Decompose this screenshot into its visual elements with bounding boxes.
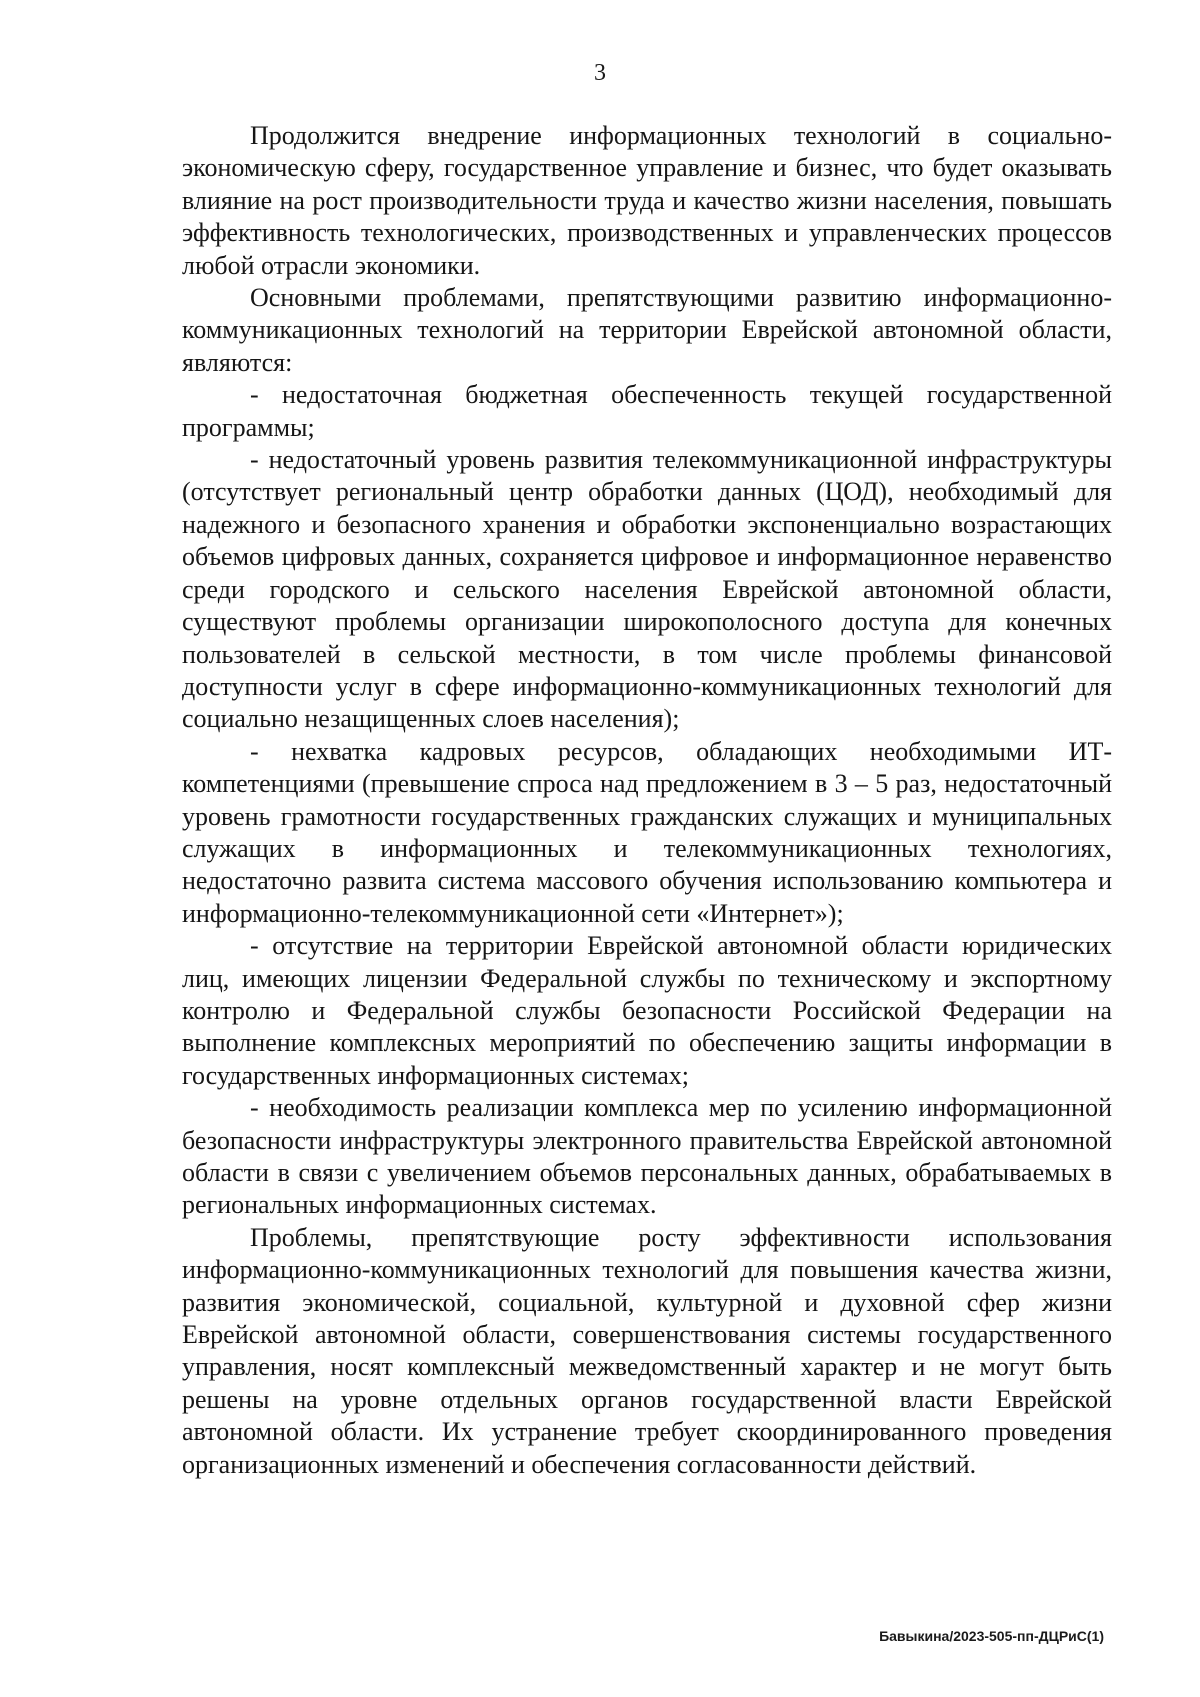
paragraph-conclusion: Проблемы, препятствующие росту эффективности использования информационно-коммуникационных технологий для повышения качества жизни, развития экономической, социальной, культурной и духовной сфер жизни Еврейской автономной области, совершенствования системы государственного управления, носят комплексный межведомственный характер и не могут быть решены на уровне отдельных органов государственной власти Еврейской автономной области. Их устранение требует скоординированного проведения организационных изменений и обеспечения согласованности действий. xyxy=(182,1222,1112,1479)
list-item-licensing: - отсутствие на территории Еврейской автономной области юридических лиц, имеющих лицензии Федеральной службы по техническому и экспортному контролю и Федеральной службы безопасности Российской Федерации на выполнение комплексных мероприятий по обеспечению защиты информации в государственных информационных системах; xyxy=(182,931,1112,1090)
list-item-infrastructure: - недостаточный уровень развития телекоммуникационной инфраструктуры (отсутствует региональный центр обработки данных (ЦОД), необходимый для надежного и безопасного хранения и обработки экспоненциально возрастающих объемов цифровых данных, сохраняется цифровое и информационное неравенство среди городского и сельского населения Еврейской автономной области, существуют проблемы организации широкополосного доступа для конечных пользователей в сельской местности, в том числе проблемы финансовой доступности услуг в сфере информационно-коммуникационных технологий для социально незащищенных слоев населения); xyxy=(182,445,1112,734)
document-footer-code: Бавыкина/2023-505-пп-ДЦРиС(1) xyxy=(879,1628,1104,1644)
document-body xyxy=(182,120,1112,1481)
paragraph-main-problems-intro: Основными проблемами, препятствующими развитию информационно-коммуникационных технологий на территории Еврейской автономной области, являются: xyxy=(182,283,1112,377)
paragraph-it-adoption: Продолжится внедрение информационных технологий в социально-экономическую сферу, государственное управление и бизнес, что будет оказывать влияние на рост производительности труда и качество жизни населения, повышать эффективность технологических, производственных и управленческих процессов любой отрасли экономики. xyxy=(182,121,1112,280)
list-item-budget: - недостаточная бюджетная обеспеченность текущей государственной программы; xyxy=(182,380,1112,442)
list-item-personnel: - нехватка кадровых ресурсов, обладающих необходимыми ИТ-компетенциями (превышение спроса над предложением в 3 – 5 раз, недостаточный уровень грамотности государственных гражданских служащих и муниципальных служащих в информационных и телекоммуникационных технологиях, недостаточно развита система массового обучения использованию компьютера и информационно-телекоммуникационной сети «Интернет»); xyxy=(182,736,1112,928)
page-number: 3 xyxy=(594,60,606,86)
list-item-security: - необходимость реализации комплекса мер по усилению информационной безопасности инфраструктуры электронного правительства Еврейской автономной области в связи с увеличением объемов персональных данных, обрабатываемых в региональных информационных системах. xyxy=(182,1093,1112,1220)
